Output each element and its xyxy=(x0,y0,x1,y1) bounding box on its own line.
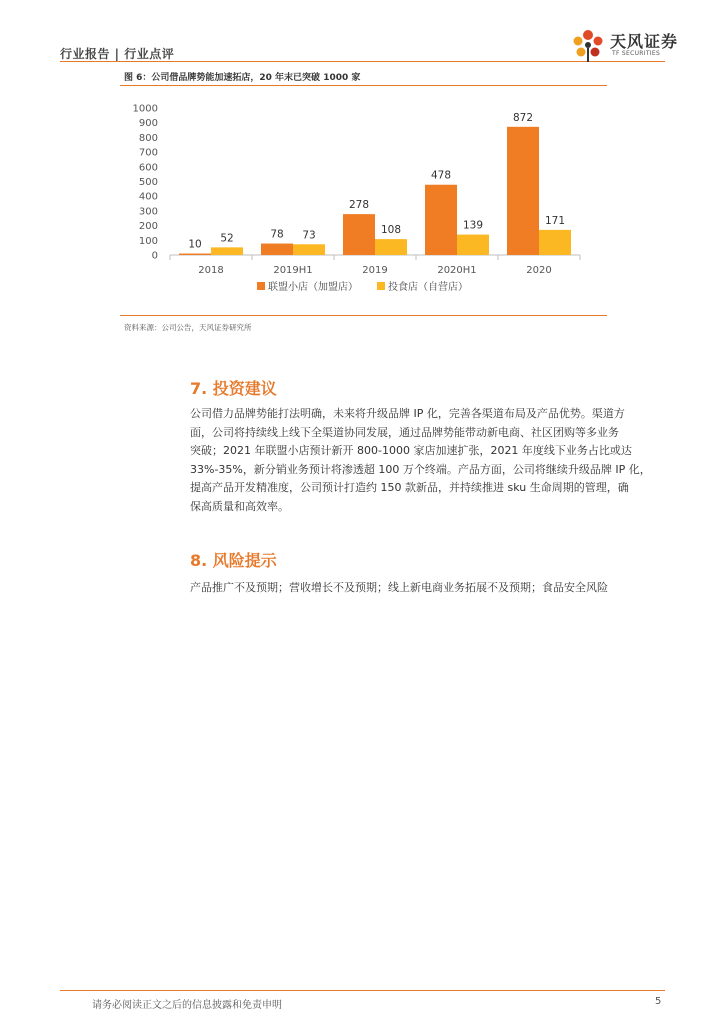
data-label: 139 xyxy=(462,219,484,232)
logo-text-cn: 天风证券 xyxy=(610,32,679,51)
footer-divider xyxy=(60,990,665,991)
y-tick-label: 300 xyxy=(138,206,158,218)
x-tick-label: 2019 xyxy=(362,265,388,276)
bar-franchise xyxy=(425,185,457,255)
bar-self-operated xyxy=(375,239,407,255)
logo-flower-icon xyxy=(568,27,608,63)
data-label: 73 xyxy=(302,229,316,242)
page-number: 5 xyxy=(655,996,662,1007)
bar-franchise xyxy=(261,244,293,255)
section-title-risk: 8. 风险提示 xyxy=(190,551,277,570)
legend-swatch xyxy=(377,282,385,290)
figure-title: 图 6：公司借品牌势能加速拓店，20 年末已突破 1000 家 xyxy=(124,73,361,83)
store-count-bar-chart xyxy=(120,90,607,310)
data-label: 10 xyxy=(188,238,202,251)
bar-franchise xyxy=(507,127,539,255)
risk-paragraph: 产品推广不及预期；营收增长不及预期；线上新电商业务拓展不及预期；食品安全风险 xyxy=(190,581,608,594)
bar-franchise xyxy=(343,214,375,255)
y-tick-label: 400 xyxy=(138,191,158,203)
footer-disclaimer: 请务必阅读正文之后的信息披露和免责申明 xyxy=(92,1000,282,1011)
paragraph-line: 提高产品开发精准度，公司预计打造约 150 款新品，并持续推进 sku 生命周期的管理，确 xyxy=(190,481,629,495)
x-tick-label: 2020H1 xyxy=(437,265,477,276)
bar-self-operated xyxy=(293,244,325,255)
legend-swatch xyxy=(257,282,265,290)
bar-franchise xyxy=(179,254,211,255)
y-tick-label: 200 xyxy=(138,221,158,233)
data-label: 78 xyxy=(270,228,284,241)
y-tick-label: 100 xyxy=(138,235,158,247)
y-tick-label: 900 xyxy=(138,118,158,130)
figure-bottom-rule xyxy=(120,315,607,316)
section-title-investment: 7. 投资建议 xyxy=(190,379,277,398)
x-tick-label: 2019H1 xyxy=(273,265,313,276)
x-tick-label: 2018 xyxy=(198,265,224,276)
data-label: 278 xyxy=(348,199,370,212)
figure-source: 资料来源：公司公告，天风证券研究所 xyxy=(124,323,252,332)
bar-self-operated xyxy=(539,230,571,255)
investment-paragraph xyxy=(190,405,666,517)
data-label: 478 xyxy=(430,169,452,182)
y-tick-label: 0 xyxy=(151,250,158,262)
company-logo xyxy=(568,27,678,63)
legend-label: 联盟小店（加盟店） xyxy=(268,282,358,293)
legend-label: 投食店（自营店） xyxy=(388,282,468,293)
data-label: 171 xyxy=(544,214,566,227)
paragraph-line: 保高质量和高效率。 xyxy=(190,499,289,513)
data-label: 872 xyxy=(512,111,534,124)
bar-self-operated xyxy=(457,235,489,255)
y-tick-label: 600 xyxy=(138,162,158,174)
figure-top-rule xyxy=(120,85,607,86)
paragraph-line: 33%-35%，新分销业务预计将渗透超 100 万个终端。产品方面，公司将继续升级品牌 IP 化， xyxy=(190,462,651,476)
x-tick-label: 2020 xyxy=(526,265,552,276)
paragraph-line: 公司借力品牌势能打法明确，未来将升级品牌 IP 化，完善各渠道布局及产品优势。渠道方 xyxy=(190,407,625,420)
y-tick-label: 800 xyxy=(138,132,158,144)
paragraph-line: 面，公司将持续线上线下全渠道协同发展，通过品牌势能带动新电商、社区团购等多业务 xyxy=(190,425,619,439)
paragraph-line: 突破；2021 年联盟小店预计新开 800-1000 家店加速扩张，2021 年度线下业务占比或达 xyxy=(190,444,632,458)
y-tick-label: 700 xyxy=(138,147,158,159)
y-tick-label: 500 xyxy=(138,177,158,188)
data-label: 108 xyxy=(380,224,402,237)
report-category: 行业报告 | 行业点评 xyxy=(60,47,175,61)
logo-text-en: TF SECURITIES xyxy=(612,50,661,57)
y-tick-label: 1000 xyxy=(132,103,158,115)
data-label: 52 xyxy=(220,232,234,245)
bar-self-operated xyxy=(211,247,243,255)
